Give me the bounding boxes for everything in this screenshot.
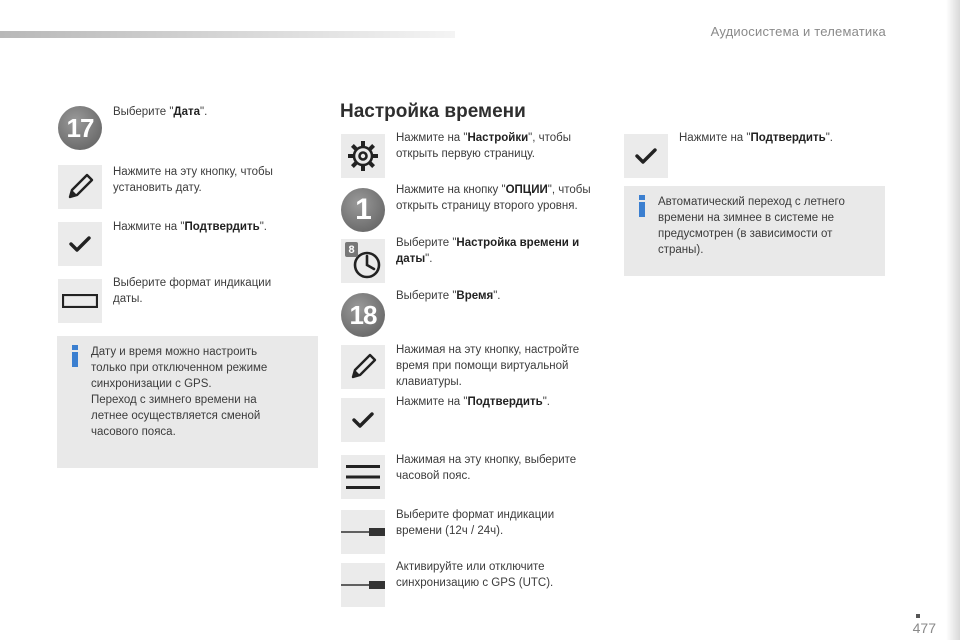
header-gradient-bar bbox=[0, 31, 455, 38]
settings-button[interactable] bbox=[341, 134, 385, 178]
date-format-button[interactable] bbox=[58, 279, 102, 323]
edit-date-text: Нажмите на эту кнопку, чтобы установить дату. bbox=[113, 166, 273, 194]
slider-icon bbox=[341, 578, 385, 592]
page-number: 477 bbox=[912, 620, 936, 636]
step-number-18: 18 bbox=[341, 293, 385, 337]
step-17-text: Выберите "Дата". bbox=[113, 106, 208, 118]
confirm-right-button[interactable] bbox=[624, 134, 668, 178]
clock-badge: 8 bbox=[345, 242, 358, 257]
time-format-button[interactable] bbox=[341, 510, 385, 554]
timezone-text: Нажимая на эту кнопку, выберите часовой пояс. bbox=[396, 454, 577, 482]
pencil-icon bbox=[63, 170, 97, 204]
page-marker bbox=[916, 614, 920, 618]
step-number-17: 17 bbox=[58, 106, 102, 150]
clock-step-text: Выберите "Настройка времени и даты". bbox=[396, 237, 580, 265]
info-icon bbox=[72, 345, 78, 367]
time-date-settings-button[interactable] bbox=[341, 239, 385, 283]
left-info-text: Дату и время можно настроить только при отключенном режиме синхронизации с GPS. Переход с зимнего времени на летнее осуществляется сменой часового пояса. bbox=[91, 346, 268, 438]
step-18-text: Выберите "Время". bbox=[396, 290, 501, 302]
edit-time-text: Нажимая на эту кнопку, настройте время при помощи виртуальной клавиатуры. bbox=[396, 344, 580, 388]
info-icon bbox=[639, 195, 645, 217]
header-title: Аудиосистема и телематика bbox=[710, 24, 886, 39]
confirm-right-text: Нажмите на "Подтвердить". bbox=[679, 132, 833, 144]
edit-time-button[interactable] bbox=[341, 345, 385, 389]
time-format-text: Выберите формат индикации времени (12ч / 24ч). bbox=[396, 509, 555, 537]
section-title: Настройка времени bbox=[340, 101, 526, 122]
format-bar-icon bbox=[62, 294, 98, 308]
confirm-time-text: Нажмите на "Подтвердить". bbox=[396, 396, 550, 408]
gps-sync-button[interactable] bbox=[341, 563, 385, 607]
confirm-date-text: Нажмите на "Подтвердить". bbox=[113, 221, 267, 233]
gear-icon bbox=[346, 139, 380, 173]
left-info-box bbox=[57, 336, 318, 468]
settings-step-text: Нажмите на "Настройки", чтобы открыть первую страницу. bbox=[396, 132, 572, 160]
confirm-date-button[interactable] bbox=[58, 222, 102, 266]
slider-icon bbox=[341, 525, 385, 539]
checkmark-icon bbox=[352, 411, 374, 429]
gps-sync-text: Активируйте или отключите синхронизацию с GPS (UTC). bbox=[396, 561, 554, 589]
pencil-icon bbox=[346, 350, 380, 384]
step-number-1: 1 bbox=[341, 188, 385, 232]
right-info-text: Автоматический переход с летнего времени на зимнее в системе не предусмотрен (в зависимости от страны). bbox=[658, 196, 845, 256]
checkmark-icon bbox=[69, 235, 91, 253]
edit-date-button[interactable] bbox=[58, 165, 102, 209]
right-info-box bbox=[624, 186, 885, 276]
hamburger-menu-icon bbox=[345, 461, 381, 493]
confirm-time-button[interactable] bbox=[341, 398, 385, 442]
checkmark-icon bbox=[635, 147, 657, 165]
date-format-text: Выберите формат индикации даты. bbox=[113, 277, 272, 305]
timezone-button[interactable] bbox=[341, 455, 385, 499]
page-edge-shadow bbox=[946, 0, 960, 640]
step-1-text: Нажмите на кнопку "ОПЦИИ", чтобы открыть страницу второго уровня. bbox=[396, 184, 591, 212]
